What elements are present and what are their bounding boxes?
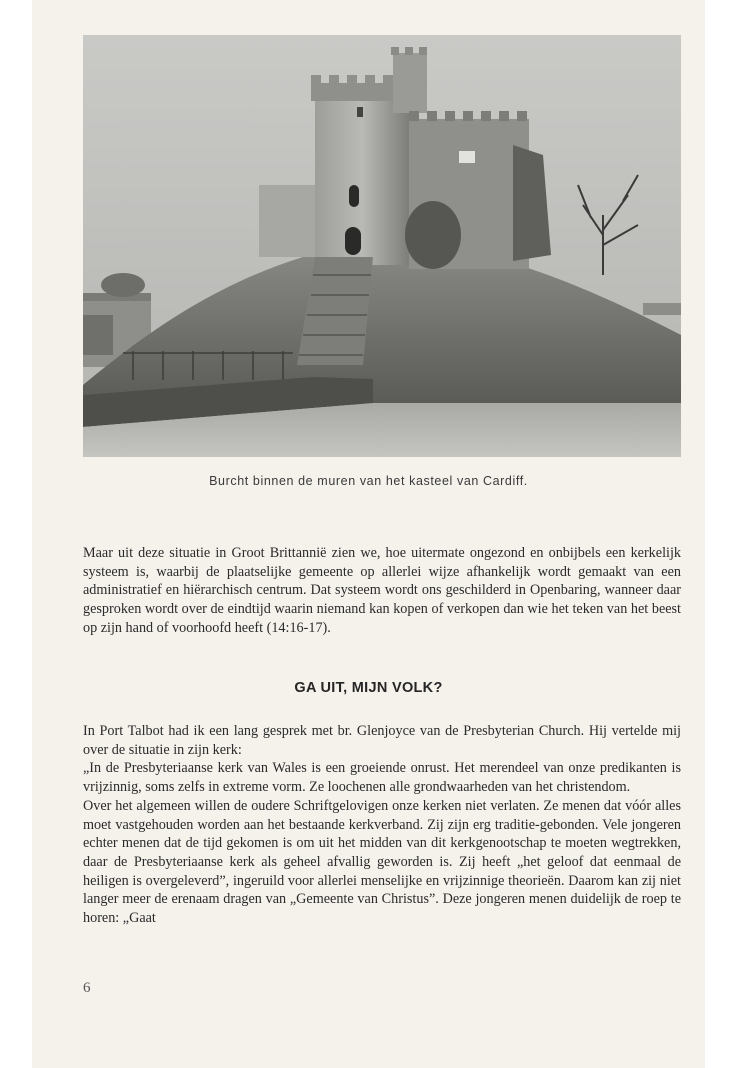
paragraph-text: Over het algemeen willen de oudere Schriftgelovigen onze kerken niet verlaten. Ze menen dat vóór alles moet vastgehouden worden aan het bestaande kerkverband. Zij zijn erg traditie-gebonden. Vele jongeren echter menen dat de tijd gekomen is om uit het midden van dit kerkgenootschap te moeten wegtrekken, daar de Presbyteriaanse kerk als geheel afvallig geworden is. Zij heeft „het geloof dat eenmaal de heiligen is overgeleverd”, ingeruild voor allerlei menselijke en vrijzinnige theorieën. Daarom kan zij niet langer meer de erenaam dragen van „Gemeente van Christus”. Deze jongeren menen duidelijk de roep te horen: „Gaat <box>83 797 681 927</box>
castle-illustration <box>83 35 681 457</box>
paragraph-text: In Port Talbot had ik een lang gesprek met br. Glenjoyce van de Presbyterian Church. Hij vertelde mij over de situatie in zijn kerk: <box>83 723 681 758</box>
photo-caption: Burcht binnen de muren van het kasteel van Cardiff. <box>209 474 528 488</box>
page <box>32 0 705 1068</box>
castle-photo <box>83 35 681 457</box>
page-number: 6 <box>83 980 91 996</box>
paragraph-text: „In de Presbyteriaanse kerk van Wales is een groeiende onrust. Het merendeel van onze predikanten is vrijzinnig, soms zelfs in extreme vorm. Ze loochenen alle grondwaarheden van het christendom. <box>83 760 681 796</box>
paragraph-intro <box>83 544 681 638</box>
paragraph-block <box>83 722 681 928</box>
paragraph-text: Maar uit deze situatie in Groot Brittannië zien we, hoe uitermate ongezond en onbijbels een kerkelijk systeem is, waarbij de plaatselijke gemeente op allerlei wijze afhankelijk wordt gemaakt van een administratief en hiërarchisch centrum. Dat systeem wordt ons geschilderd in Openbaring, wanneer daar gesproken wordt over de eindtijd waarin niemand kan kopen of verkopen dan wie het teken van het beest op zijn hand of voorhoofd heeft (14:16-17). <box>83 545 681 636</box>
section-heading: GA UIT, MIJN VOLK? <box>294 680 443 696</box>
